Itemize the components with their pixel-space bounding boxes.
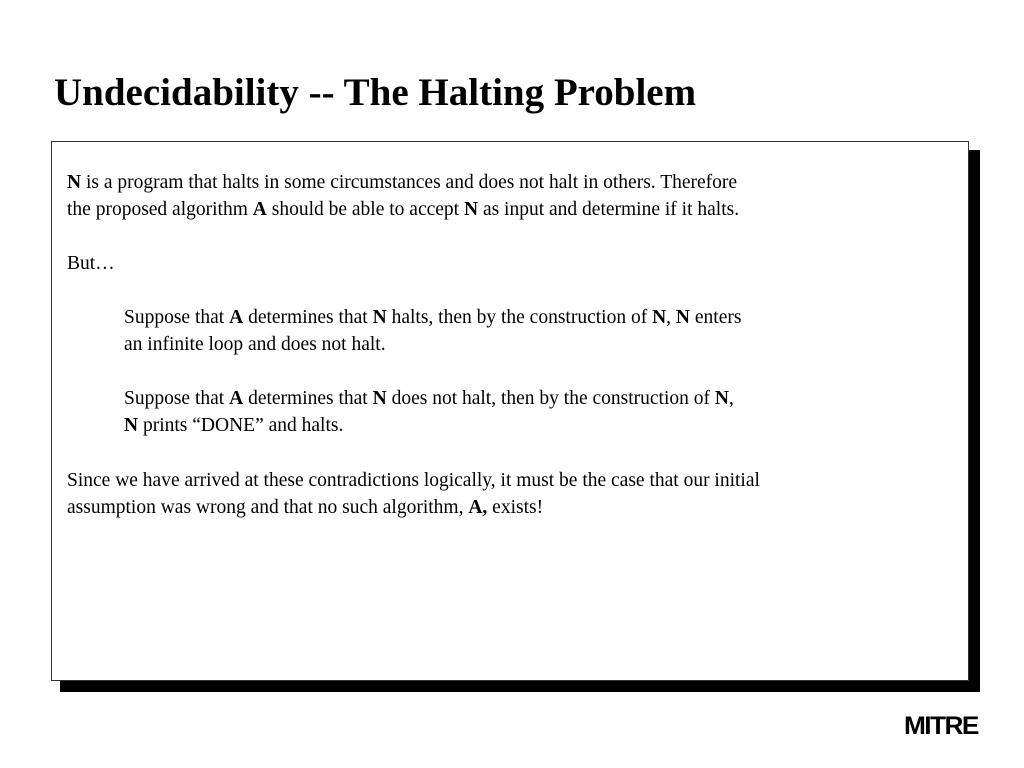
paragraph-case-halts <box>124 304 741 358</box>
text-line: Since we have arrived at these contradictions logically, it must be the case that our initial <box>67 470 760 491</box>
text-line <box>67 169 739 196</box>
text-line <box>67 494 760 521</box>
text-run: , <box>728 388 734 409</box>
text-run: Suppose that <box>124 307 230 328</box>
symbol-n: N <box>372 388 387 409</box>
paragraph-definition <box>67 169 739 223</box>
text-line: But… <box>67 253 115 274</box>
paragraph-but <box>67 250 115 277</box>
paragraph-case-not-halts <box>124 385 734 439</box>
text-line <box>124 412 734 439</box>
symbol-n: N <box>67 172 82 193</box>
text-run: determines that <box>243 307 373 328</box>
symbol-a: A <box>252 199 267 220</box>
text-run: the proposed algorithm <box>67 199 253 220</box>
text-run: as input and determine if it halts. <box>478 199 740 220</box>
symbol-n: N <box>372 307 387 328</box>
symbol-n: N <box>675 307 691 328</box>
content-panel <box>51 141 969 681</box>
text-run: , <box>666 307 676 328</box>
text-run: halts, then by the construction of <box>386 307 653 328</box>
text-run: does not halt, then by the construction of <box>386 388 715 409</box>
symbol-a: A <box>229 307 244 328</box>
slide-title: Undecidability -- The Halting Problem <box>54 71 697 114</box>
symbol-a: A, <box>468 497 488 518</box>
text-run: is a program that halts in some circumstances and does not halt in others. Therefore <box>81 172 738 193</box>
text-run: assumption was wrong and that no such algorithm, <box>67 497 469 518</box>
text-run: determines that <box>243 388 373 409</box>
text-run: should be able to accept <box>266 199 464 220</box>
text-run: exists! <box>487 497 544 518</box>
text-run: prints “DONE” and halts. <box>138 415 344 436</box>
symbol-a: A <box>229 388 244 409</box>
text-run: enters <box>690 307 742 328</box>
text-line <box>124 385 734 412</box>
paragraph-conclusion <box>67 467 760 521</box>
text-line <box>124 304 741 331</box>
symbol-n: N <box>124 415 139 436</box>
symbol-n: N <box>652 307 667 328</box>
text-line <box>67 196 739 223</box>
symbol-n: N <box>714 388 729 409</box>
symbol-n: N <box>463 199 479 220</box>
mitre-logo: MITRE <box>904 712 978 740</box>
text-line: an infinite loop and does not halt. <box>124 334 386 355</box>
text-run: Suppose that <box>124 388 230 409</box>
